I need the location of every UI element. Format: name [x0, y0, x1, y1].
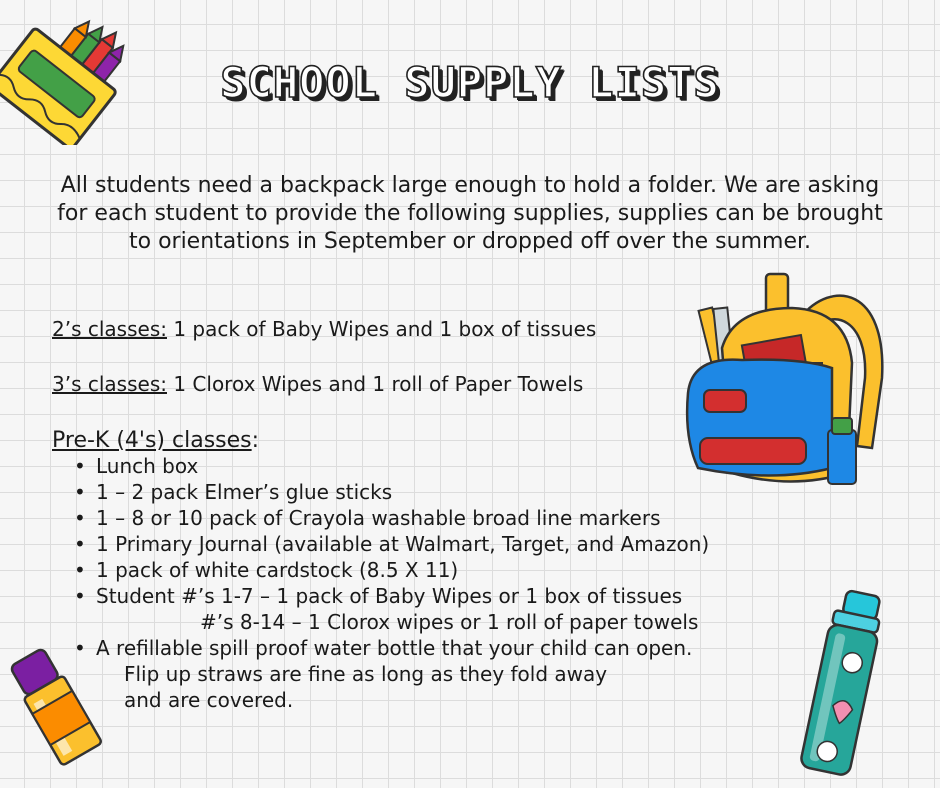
list-item: • Lunch box	[72, 453, 709, 479]
page-title: SCHOOL SUPPLY LISTS	[220, 58, 720, 107]
threes-classes-line	[52, 371, 583, 397]
crayon-box-icon	[0, 0, 140, 145]
twos-classes-text: 1 pack of Baby Wipes and 1 box of tissues	[166, 317, 597, 341]
list-item-water-bottle	[72, 635, 709, 713]
intro-paragraph: All students need a backpack large enough to hold a folder. We are asking for each student to provide the following supplies, supplies can be brought to orientations in September or dropped off over the summer.	[57, 173, 883, 254]
glue-stick-icon	[4, 640, 114, 775]
threes-classes-text: 1 Clorox Wipes and 1 roll of Paper Towels	[166, 372, 584, 396]
water-bottle-line-3: and are covered.	[124, 688, 294, 712]
twos-classes-label: 2’s classes:	[52, 317, 167, 341]
list-item: • 1 – 8 or 10 pack of Crayola washable broad line markers	[72, 505, 709, 531]
student-numbers-line-1: Student #’s 1-7 – 1 pack of Baby Wipes or 1 box of tissues	[96, 584, 683, 608]
threes-classes-label: 3’s classes:	[52, 372, 167, 396]
prek-classes-colon: :	[251, 428, 260, 453]
backpack-icon	[682, 268, 892, 493]
prek-classes-label: Pre-K (4's) classes	[52, 428, 252, 453]
list-item: • 1 pack of white cardstock (8.5 X 11)	[72, 557, 709, 583]
list-item-student-numbers	[72, 583, 709, 635]
list-item: • 1 – 2 pack Elmer’s glue sticks	[72, 479, 709, 505]
prek-supply-list	[72, 453, 709, 713]
water-bottle-line-1: A refillable spill proof water bottle that your child can open.	[96, 636, 693, 660]
student-numbers-line-2: #’s 8-14 – 1 Clorox wipes or 1 roll of paper towels	[200, 610, 699, 634]
list-item: • 1 Primary Journal (available at Walmart, Target, and Amazon)	[72, 531, 709, 557]
water-bottle-icon	[792, 585, 892, 780]
water-bottle-line-2: Flip up straws are fine as long as they fold away	[124, 662, 608, 686]
prek-classes-heading	[52, 428, 259, 454]
twos-classes-line	[52, 316, 596, 342]
